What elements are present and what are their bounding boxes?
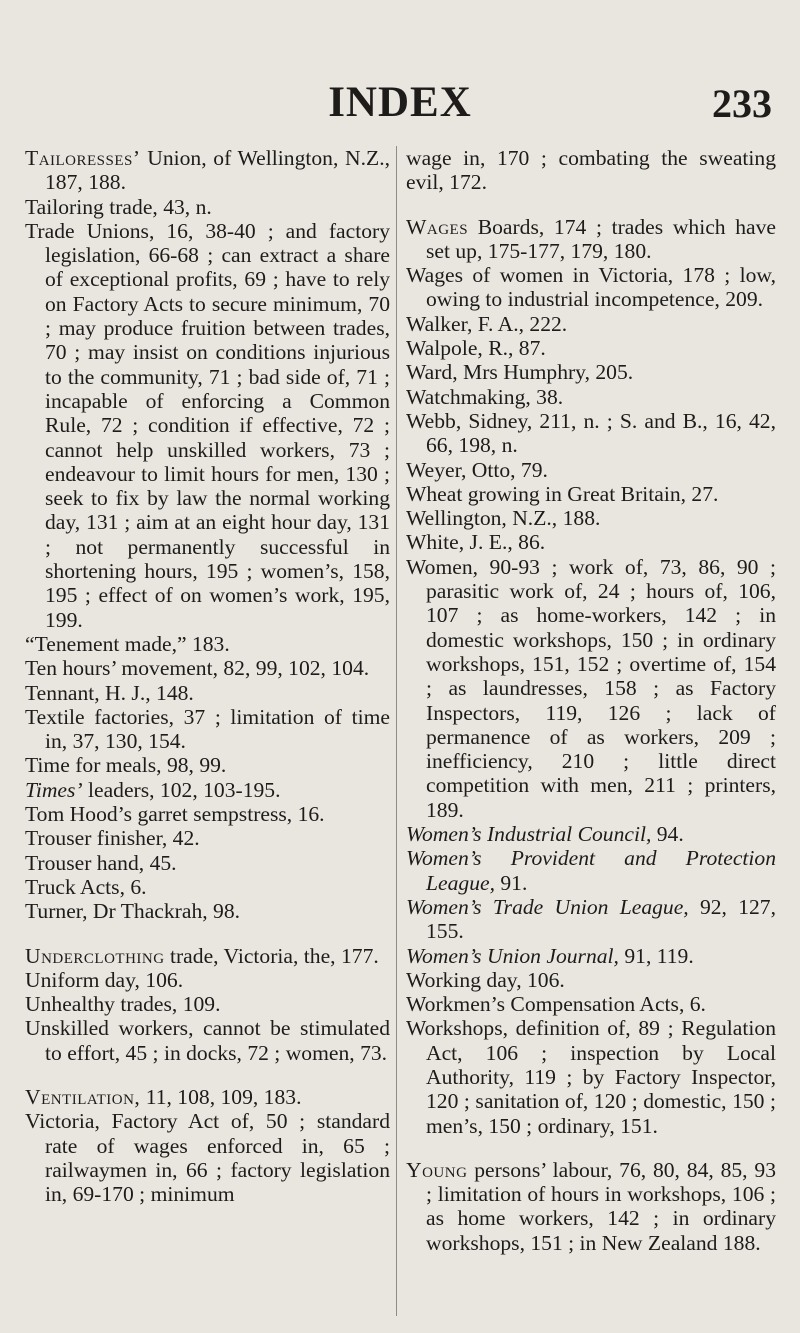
index-entry xyxy=(406,992,776,1016)
index-entry xyxy=(406,385,776,409)
index-entry xyxy=(406,1016,776,1137)
index-entry xyxy=(25,146,390,195)
entry-italic-title: Women’s Industrial Council, xyxy=(406,822,652,847)
entry-text: 91, 119. xyxy=(618,943,694,968)
entry-text: Walker, F. A., 222. xyxy=(406,311,568,336)
section-gap xyxy=(25,1065,390,1085)
entry-text: Truck Acts, 6. xyxy=(25,874,147,899)
entry-text: leaders, 102, 103-195. xyxy=(82,777,281,802)
entry-text: Unskilled workers, cannot be stimulated to effort, 45 ; in docks, 72 ; women, 73. xyxy=(25,1016,390,1065)
index-entry xyxy=(406,458,776,482)
index-entry xyxy=(406,409,776,458)
entry-text: Watchmaking, 38. xyxy=(406,384,564,409)
index-entry xyxy=(25,219,390,632)
index-entry xyxy=(406,336,776,360)
index-entry xyxy=(25,944,390,968)
index-entry xyxy=(25,1109,390,1206)
index-entry xyxy=(25,992,390,1016)
entry-lead-word: Ventilation, xyxy=(25,1084,141,1109)
entry-text: Weyer, Otto, 79. xyxy=(406,457,548,482)
entry-lead-word: Young xyxy=(406,1157,468,1182)
entry-text: wage in, 170 ; combating the sweating evil, 172. xyxy=(406,146,776,195)
index-entry xyxy=(25,681,390,705)
entry-text: 91. xyxy=(494,870,528,895)
index-entry xyxy=(406,312,776,336)
entry-lead-word: Tailoresses’ xyxy=(25,146,141,170)
entry-text: 11, 108, 109, 183. xyxy=(140,1084,302,1109)
section-gap xyxy=(406,1138,776,1158)
index-entry xyxy=(25,802,390,826)
column-divider xyxy=(396,146,397,1316)
index-entry xyxy=(406,968,776,992)
index-column-left xyxy=(25,146,390,1206)
entry-text: White, J. E., 86. xyxy=(406,530,546,555)
entry-text: Tennant, H. J., 148. xyxy=(25,680,194,705)
index-entry xyxy=(25,1016,390,1065)
entry-text: Workmen’s Compensation Acts, 6. xyxy=(406,992,706,1017)
entry-text: 92, 127, 155. xyxy=(426,894,776,944)
index-entry xyxy=(25,778,390,802)
index-entry xyxy=(406,215,776,264)
index-column-right xyxy=(406,146,776,1255)
index-entry xyxy=(25,195,390,219)
index-entry xyxy=(406,944,776,968)
entry-text: Trouser finisher, 42. xyxy=(25,826,200,851)
entry-text: Trade Unions, 16, 38-40 ; and factory legislation, 66-68 ; can extract a share of exceptional profits, 69 ; have to rely on Factory Acts to secure minimum, 70 ; may produce fruition between trades, 70 ; may insist on conditions injurious to the community, 71 ; bad side of, 71 ; incapable of enforcing a Common Rule, 72 ; condition if effective, 72 ; cannot help unskilled workers, 73 ; endeavour to limit hours for men, 130 ; seek to fix by law the normal working day, 131 ; aim at an eight hour day, 131 ; not permanently successful in shortening hours, 195 ; women’s, 158, 195 ; effect of on women’s work, 195, 199. xyxy=(25,218,390,632)
index-entry xyxy=(25,632,390,656)
index-entry xyxy=(25,899,390,923)
entry-text: “Tenement made,” 183. xyxy=(25,631,230,656)
entry-text: Union, of Wellington, N.Z., 187, 188. xyxy=(45,146,390,195)
entry-text: Uniform day, 106. xyxy=(25,967,184,992)
entry-text: Turner, Dr Thackrah, 98. xyxy=(25,899,241,924)
entry-text: 94. xyxy=(651,822,684,847)
index-entry xyxy=(25,875,390,899)
entry-text: Tom Hood’s garret sempstress, 16. xyxy=(25,802,325,827)
entry-text: Walpole, R., 87. xyxy=(406,336,546,361)
index-entry xyxy=(406,146,776,195)
entry-text: Women, 90-93 ; work of, 73, 86, 90 ; parasitic work of, 24 ; hours of, 106, 107 ; as home-workers, 142 ; in domestic workshops, 150 ; in ordinary workshops, 151, 152 ; overtime of, 154 ; as laundresses, 158 ; as Factory Inspectors, 119, 126 ; lack of permanence of as workers, 209 ; inefficiency, 210 ; little direct competition with men, 211 ; printers, 189. xyxy=(406,554,776,822)
entry-text: Ward, Mrs Humphry, 205. xyxy=(406,360,634,385)
index-entry xyxy=(406,506,776,530)
index-entry xyxy=(406,822,776,846)
entry-lead-word: Wages xyxy=(406,214,469,239)
index-entry xyxy=(25,826,390,850)
entry-italic-title: Women’s Union Journal, xyxy=(406,943,619,968)
entry-text: Trouser hand, 45. xyxy=(25,850,177,875)
entry-text: Wages of women in Victoria, 178 ; low, owing to industrial incompetence, 209. xyxy=(406,263,776,312)
index-entry xyxy=(25,705,390,754)
index-entry xyxy=(406,482,776,506)
entry-text: Textile factories, 37 ; limitation of time in, 37, 130, 154. xyxy=(25,704,390,754)
entry-text: Time for meals, 98, 99. xyxy=(25,753,227,778)
page-header xyxy=(0,78,800,128)
index-entry xyxy=(406,263,776,312)
entry-text: Workshops, definition of, 89 ; Regulation Act, 106 ; inspection by Local Authority, 119 ; by Factory Inspector, 120 ; sanitation of, 120 ; domestic, 150 ; men’s, 150 ; ordinary, 151. xyxy=(406,1016,776,1138)
entry-italic-title: Women’s Provident and Protection League, xyxy=(406,846,776,895)
entry-text: Tailoring trade, 43, n. xyxy=(25,194,212,219)
index-entry xyxy=(406,360,776,384)
entry-text: Wheat growing in Great Britain, 27. xyxy=(406,481,719,506)
index-entry xyxy=(25,656,390,680)
index-entry xyxy=(406,555,776,822)
index-entry xyxy=(25,968,390,992)
entry-text: Wellington, N.Z., 188. xyxy=(406,506,601,531)
entry-italic-title: Women’s Trade Union League, xyxy=(406,894,689,919)
entry-text: trade, Victoria, the, 177. xyxy=(164,943,379,968)
page-number: 233 xyxy=(712,81,772,126)
index-entry xyxy=(25,1085,390,1109)
index-entry xyxy=(406,846,776,895)
page-title: INDEX xyxy=(328,79,472,126)
index-entry xyxy=(406,895,776,944)
entry-text: Unhealthy trades, 109. xyxy=(25,992,221,1017)
entry-text: Ten hours’ movement, 82, 99, 102, 104. xyxy=(25,656,370,681)
entry-italic-title: Times’ xyxy=(25,777,83,802)
index-entry xyxy=(406,530,776,554)
index-entry xyxy=(406,1158,776,1255)
index-entry xyxy=(25,851,390,875)
index-entry xyxy=(25,753,390,777)
section-gap xyxy=(25,924,390,944)
entry-text: Boards, 174 ; trades which have set up, 175-177, 179, 180. xyxy=(426,214,776,263)
entry-lead-word: Underclothing xyxy=(25,943,165,968)
entry-text: Webb, Sidney, 211, n. ; S. and B., 16, 42, 66, 198, n. xyxy=(406,408,776,458)
entry-text: Victoria, Factory Act of, 50 ; standard rate of wages enforced in, 65 ; railwaymen in, 66 ; factory legislation in, 69-170 ; minimum xyxy=(25,1109,390,1207)
entry-text: Working day, 106. xyxy=(406,967,565,992)
section-gap xyxy=(406,195,776,215)
entry-text: persons’ labour, 76, 80, 84, 85, 93 ; limitation of hours in workshops, 106 ; as home workers, 142 ; in ordinary workshops, 151 ; in New Zealand 188. xyxy=(426,1157,776,1255)
